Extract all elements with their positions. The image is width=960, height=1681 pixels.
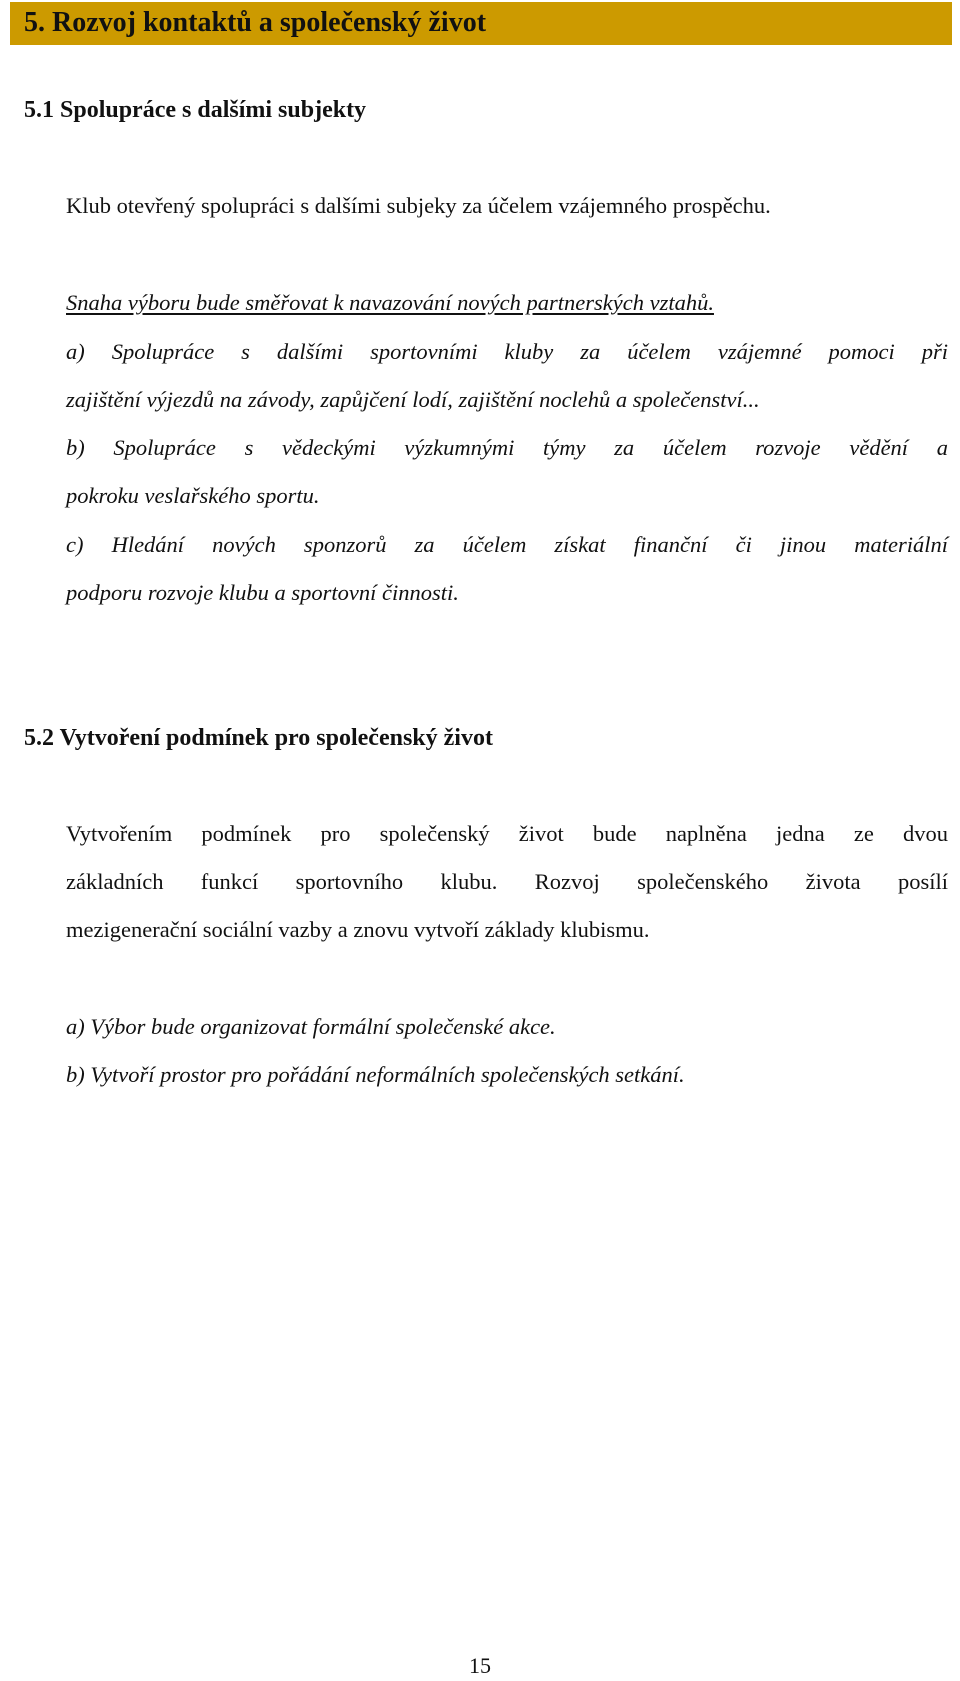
- page-number: 15: [469, 1653, 491, 1678]
- list-item-b-meetings: b) Vytvoří prostor pro pořádání neformálních společenských setkání.: [66, 1062, 685, 1087]
- list-item-b-line1: b) Spolupráce s vědeckými výzkumnými týmy za účelem rozvoje vědění a: [66, 435, 948, 460]
- paragraph-line-2: základních funkcí sportovního klubu. Rozvoj společenského života posílí: [66, 869, 948, 894]
- list-item-c-line2: podporu rozvoje klubu a sportovní činnosti.: [66, 580, 459, 605]
- list-item-c-line1: c) Hledání nových sponzorů za účelem získat finanční či jinou materiální: [66, 532, 948, 557]
- list-item-a-line1: a) Spolupráce s dalšími sportovními kluby za účelem vzájemné pomoci při: [66, 339, 948, 364]
- list-item-a-line2: zajištění výjezdů na závody, zapůjčení lodí, zajištění noclehů a společenství...: [66, 387, 760, 412]
- paragraph-line-3: mezigenerační sociální vazby a znovu vytvoří základy klubismu.: [66, 917, 650, 942]
- chapter-title: 5. Rozvoj kontaktů a společenský život: [24, 7, 487, 38]
- section-heading-5-1: 5.1 Spolupráce s dalšími subjekty: [24, 97, 367, 123]
- section-heading-5-2: 5.2 Vytvoření podmínek pro společenský život: [24, 725, 493, 751]
- section-intro: Klub otevřený spolupráci s dalšími subjeky za účelem vzájemného prospěchu.: [66, 193, 771, 218]
- paragraph-line-1: Vytvořením podmínek pro společenský život bude naplněna jedna ze dvou: [66, 821, 948, 846]
- committee-goal: Snaha výboru bude směřovat k navazování nových partnerských vztahů.: [66, 290, 714, 315]
- list-item-a-events: a) Výbor bude organizovat formální společenské akce.: [66, 1014, 556, 1039]
- list-item-b-line2: pokroku veslařského sportu.: [66, 483, 320, 508]
